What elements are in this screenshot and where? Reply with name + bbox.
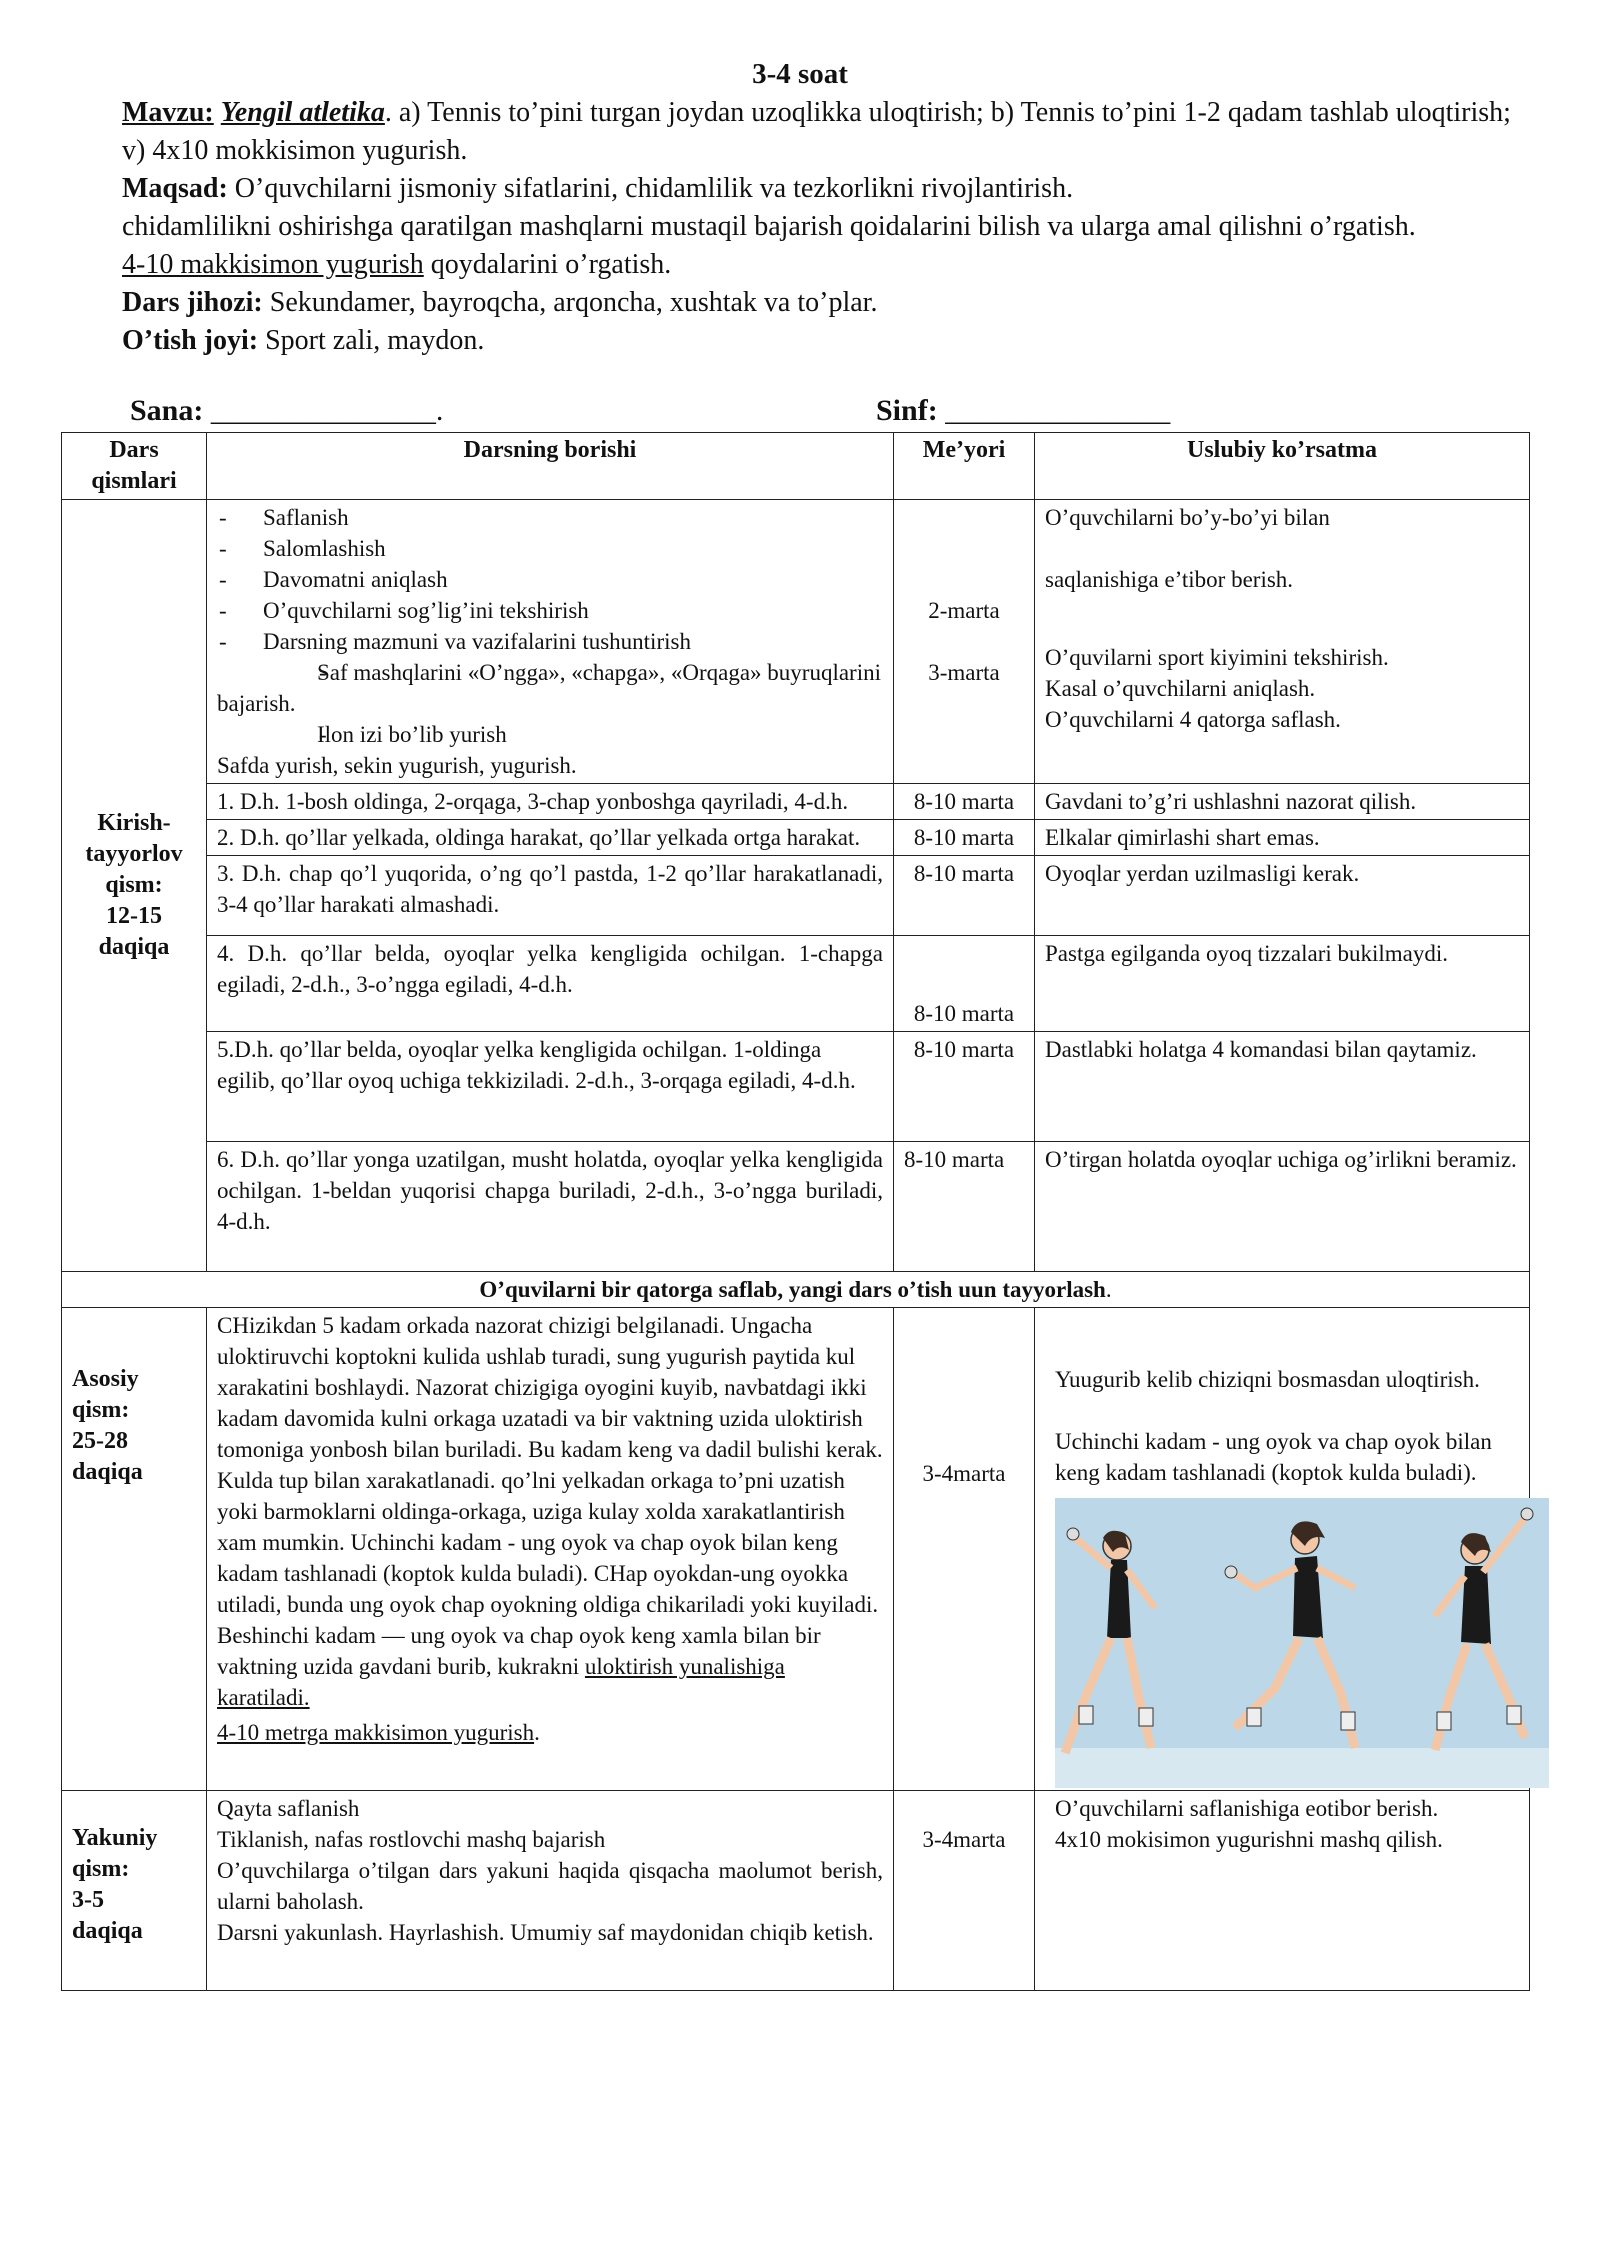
goal-text: O’quvchilarni jismoniy sifatlarini, chidamlilik va tezkorlikni rivojlantirish.	[227, 173, 1074, 204]
date-blank: _______________.	[203, 394, 444, 427]
location-text: Sport zali, maydon.	[258, 325, 485, 356]
table-header-row	[62, 433, 1530, 500]
topic-label: Mavzu:	[122, 97, 214, 128]
part-final-label-3: 3-5	[72, 1887, 104, 1913]
list-item: - Ilon izi bo’lib yurish	[217, 719, 883, 750]
intro-norm-2: 3-marta	[928, 660, 1000, 685]
goal-line	[122, 170, 1522, 208]
table-row	[62, 856, 1530, 936]
table-row	[62, 1308, 1530, 1791]
list-item: - Saf mashqlarini «O’ngga», «chapga», «Orqaga» buyruqlarini bajarish.	[217, 657, 883, 719]
final-norm: 3-4marta	[894, 1791, 1035, 1991]
exercise-4-norm: 8-10 marta	[894, 936, 1035, 1032]
equipment-label: Dars jihozi:	[122, 287, 263, 318]
goal-line-3-underlined: 4-10 makkisimon yugurish	[122, 249, 424, 280]
intro-note-1: O’quvchilarni bo’y-bo’yi bilan	[1045, 505, 1330, 530]
header-guidance: Uslubiy ko’rsatma	[1035, 433, 1530, 500]
table-row	[62, 1791, 1530, 1991]
table-row	[62, 500, 1530, 784]
final-line-1: Qayta saflanish	[217, 1796, 360, 1821]
goal-line-2: chidamlilikni oshirishga qaratilgan mashqlarni mustaqil bajarish qoidalarini bilish va ularga amal qilishni o’rgatish.	[122, 211, 1416, 242]
part-main-label	[62, 1308, 207, 1791]
part-final-label-1: Yakuniy	[72, 1825, 158, 1851]
intro-note-3: O’quvilarni sport kiyimini tekshirish.	[1045, 645, 1389, 670]
final-guidance-cell	[1035, 1791, 1530, 1991]
main-norm: 3-4marta	[894, 1308, 1035, 1791]
equipment-text: Sekundamer, bayroqcha, arqoncha, xushtak va to’plar.	[262, 287, 878, 318]
topic-line	[122, 94, 1522, 170]
part-intro-label-3: qism:	[105, 872, 163, 898]
exercise-5-text: 5.D.h. qo’llar belda, oyoqlar yelka kengligida ochilgan. 1-oldinga egilib, qo’llar oyoq uchiga tekkiziladi. 2-d.h., 3-orqaga egiladi, 4-d.h.	[207, 1032, 894, 1142]
part-final-label	[62, 1791, 207, 1991]
date-field	[130, 394, 443, 428]
exercise-6-text: 6. D.h. qo’llar yonga uzatilgan, musht holatda, oyoqlar yelka kengligida ochilgan. 1-beldan yuqorisi chapga buriladi, 2-d.h., 3-o’ngga buriladi, 4-d.h.	[207, 1142, 894, 1272]
throwing-figure	[1055, 1498, 1549, 1788]
part-intro-label-5: daqiqa	[98, 934, 170, 960]
list-item: - Darsning mazmuni va vazifalarini tushuntirish	[217, 626, 883, 657]
main-guidance-cell	[1035, 1308, 1530, 1791]
part-main-label-1: Asosiy	[72, 1366, 139, 1392]
main-last-line	[217, 1717, 883, 1748]
table-row	[62, 1142, 1530, 1272]
intro-course-cell	[207, 500, 894, 784]
exercise-5-norm: 8-10 marta	[894, 1032, 1035, 1142]
class-blank: _______________	[937, 394, 1171, 427]
intro-norm-cell	[894, 500, 1035, 784]
topic-text: . a) Tennis to’pini turgan joydan uzoqlikka uloqtirish; b) Tennis to’pini 1-2 qadam tashlab uloqtirish; v) 4x10 mokkisimon yugurish.	[122, 97, 1511, 166]
part-intro-label-4: 12-15	[106, 903, 162, 929]
table-row	[62, 820, 1530, 856]
final-line-2: Tiklanish, nafas rostlovchi mashq bajarish	[217, 1827, 606, 1852]
goal-line-3-rest: qoydalarini o’rgatish.	[423, 249, 672, 280]
exercise-5-note: Dastlabki holatga 4 komandasi bilan qaytamiz.	[1035, 1032, 1530, 1142]
date-label: Sana:	[130, 394, 204, 427]
transition-dot: .	[1105, 1277, 1112, 1302]
exercise-1-norm: 8-10 marta	[894, 784, 1035, 820]
table-row	[62, 784, 1530, 820]
lesson-hours-title: 3-4 soat	[752, 58, 848, 90]
exercise-3-note: Oyoqlar yerdan uzilmasligi kerak.	[1035, 856, 1530, 936]
lesson-plan-table	[61, 432, 1530, 1991]
intro-norm-1: 2-marta	[928, 598, 1000, 623]
exercise-2-text: 2. D.h. qo’llar yelkada, oldinga harakat, qo’llar yelkada ortga harakat.	[207, 820, 894, 856]
exercise-1-text: 1. D.h. 1-bosh oldinga, 2-orqaga, 3-chap yonboshga qayriladi, 4-d.h.	[207, 784, 894, 820]
transition-text: O’quvilarni bir qatorga saflab, yangi dars o’tish uun tayyorlash	[479, 1277, 1106, 1302]
exercise-3-text: 3. D.h. chap qo’l yuqorida, o’ng qo’l pastda, 1-2 qo’llar harakatlanadi, 3-4 qo’llar harakati almashadi.	[207, 856, 894, 936]
topic-name: Yengil atletika	[220, 97, 385, 128]
part-intro-label-1: Kirish-	[97, 810, 171, 836]
final-course-cell	[207, 1791, 894, 1991]
intro-last-line: Safda yurish, sekin yugurish, yugurish.	[217, 753, 577, 778]
date-class-row	[130, 394, 1530, 434]
table-row	[62, 1032, 1530, 1142]
header-course: Darsning borishi	[207, 433, 894, 500]
final-line-4: Darsni yakunlash. Hayrlashish. Umumiy saf maydonidan chiqib ketish.	[217, 1920, 874, 1945]
intro-list	[217, 502, 883, 750]
main-last-underlined: 4-10 metrga makkisimon yugurish	[217, 1720, 535, 1745]
part-main-label-2: qism:	[72, 1397, 130, 1423]
main-note-2: Uchinchi kadam - ung oyok va chap oyok bilan keng kadam tashlanadi (koptok kulda buladi).	[1055, 1429, 1492, 1485]
table-row	[62, 936, 1530, 1032]
list-item: - Davomatni aniqlash	[217, 564, 883, 595]
exercise-2-note: Elkalar qimirlashi shart emas.	[1035, 820, 1530, 856]
intro-note-5: O’quvchilarni 4 qatorga saflash.	[1045, 707, 1341, 732]
exercise-6-norm: 8-10 marta	[894, 1142, 1035, 1272]
header-parts: Dars qismlari	[62, 433, 207, 500]
main-last-dot: .	[534, 1720, 540, 1745]
part-final-label-4: daqiqa	[72, 1918, 143, 1944]
list-item: - Saflanish	[217, 502, 883, 533]
final-line-3: O’quvchilarga o’tilgan dars yakuni haqida qisqacha maolumot berish, ularni baholash.	[217, 1858, 883, 1914]
intro-note-2: saqlanishiga e’tibor berish.	[1045, 567, 1294, 592]
part-intro-label-2: tayyorlov	[85, 841, 183, 867]
part-main-label-3: 25-28	[72, 1428, 128, 1454]
intro-guidance-cell	[1035, 500, 1530, 784]
main-note-1: Yuugurib kelib chiziqni bosmasdan uloqtirish.	[1055, 1367, 1480, 1392]
part-final-label-2: qism:	[72, 1856, 130, 1882]
class-label: Sinf:	[876, 394, 938, 427]
list-item: - O’quvchilarni sog’lig’ini tekshirish	[217, 595, 883, 626]
exercise-4-text: 4. D.h. qo’llar belda, oyoqlar yelka kengligida ochilgan. 1-chapga egiladi, 2-d.h., 3-o’ngga egiladi, 4-d.h.	[207, 936, 894, 1032]
main-course-cell	[207, 1308, 894, 1791]
transition-row	[62, 1272, 1530, 1308]
exercise-1-note: Gavdani to’g’ri ushlashni nazorat qilish.	[1035, 784, 1530, 820]
goal-line-3	[122, 246, 1522, 284]
transition-cell	[62, 1272, 1530, 1308]
exercise-4-note: Pastga egilganda oyoq tizzalari bukilmaydi.	[1035, 936, 1530, 1032]
intro-note-4: Kasal o’quvchilarni aniqlash.	[1045, 676, 1316, 701]
throwing-athletes-illustration	[1055, 1498, 1549, 1788]
class-field	[876, 394, 1170, 428]
location-line	[122, 322, 1522, 360]
final-note-1: O’quvchilarni saflanishiga eotibor berish.	[1055, 1796, 1439, 1821]
main-text-underlined: uloktirish yunalishiga karatiladi.	[217, 1654, 785, 1710]
exercise-3-norm: 8-10 marta	[894, 856, 1035, 936]
part-intro-label	[62, 500, 207, 1272]
header-norm: Me’yori	[894, 433, 1035, 500]
equipment-line	[122, 284, 1522, 322]
location-label: O’tish joyi:	[122, 325, 259, 356]
exercise-2-norm: 8-10 marta	[894, 820, 1035, 856]
main-text: CHizikdan 5 kadam orkada nazorat chizigi belgilanadi. Ungacha uloktiruvchi koptokni kulida ushlab turadi, sung yugurish paytida kul xarakatini boshlaydi. Nazorat chizigiga oyogini kuyib, navbatdagi ikki kadam davomida kulni orkaga uzatadi va bir vaktning uzida uloktirish tomoniga yonbosh bilan buriladi. Bu kadam keng va dadil bulishi kerak. Kulda tup bilan xarakatlanadi. qo’lni yelkadan orkaga to’pni uzatish yoki barmoklarni oldinga-orkaga, uziga kulay xolda xarakatlantirish xam mumkin. Uchinchi kadam - ung oyok va chap oyok bilan keng kadam tashlanadi (koptok kulda buladi). CHap oyokdan-ung oyokka utiladi, bunda ung oyok chap oyokning oldiga chikariladi yoki kuyiladi. Beshinchi kadam — ung oyok va chap oyok keng xamla bilan bir vaktning uzida gavdani burib, kukrakni	[217, 1313, 883, 1679]
list-item: - Salomlashish	[217, 533, 883, 564]
lesson-header	[122, 94, 1522, 360]
final-note-2: 4x10 mokisimon yugurishni mashq qilish.	[1055, 1827, 1443, 1852]
exercise-6-note: O’tirgan holatda oyoqlar uchiga og’irlikni beramiz.	[1035, 1142, 1530, 1272]
part-main-label-4: daqiqa	[72, 1459, 143, 1485]
goal-label: Maqsad:	[122, 173, 228, 204]
